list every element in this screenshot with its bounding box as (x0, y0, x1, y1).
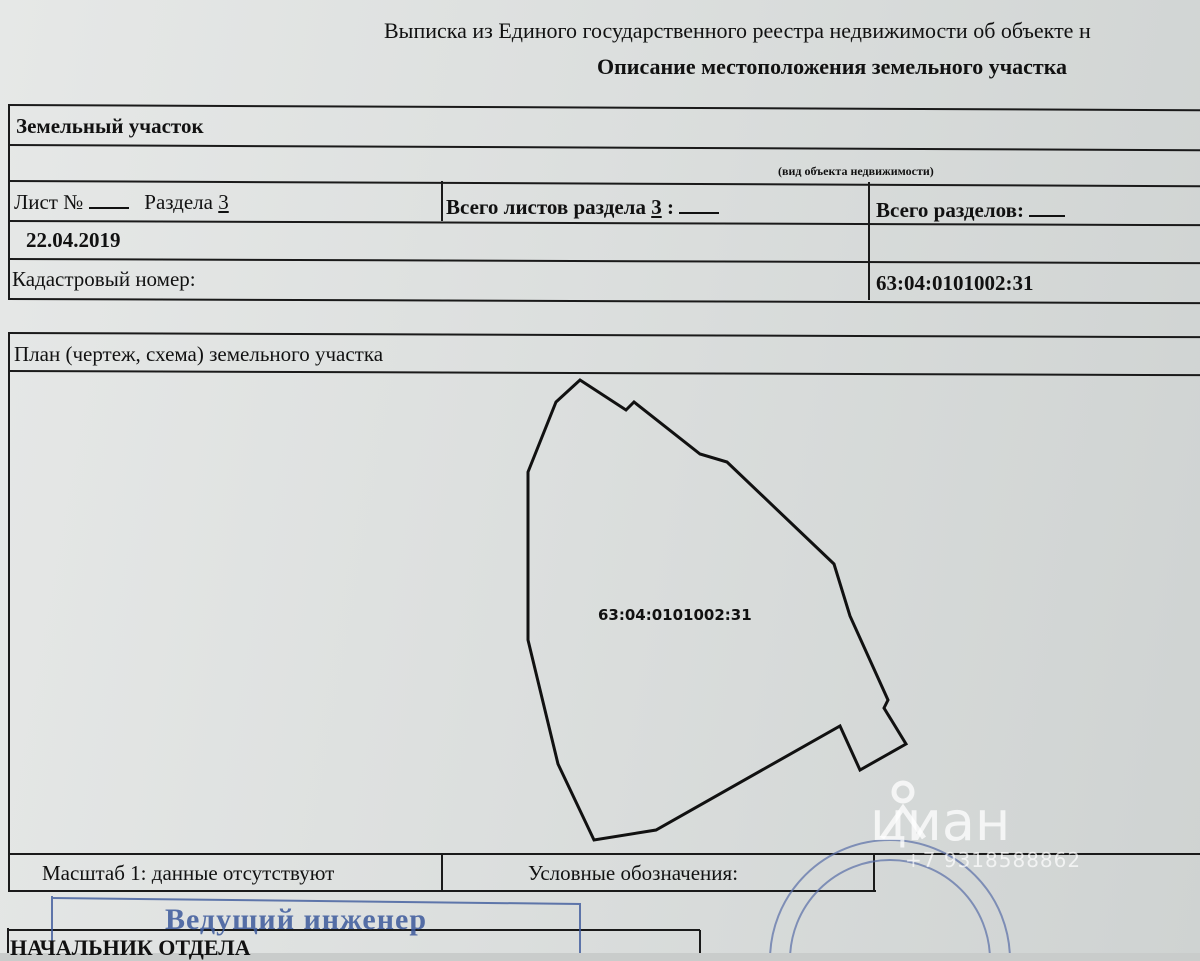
watermark-phone: +7 9318588862 (905, 848, 1082, 872)
object-type: Земельный участок (16, 114, 204, 138)
extract-date: 22.04.2019 (26, 228, 121, 252)
sheet-label: Лист № (14, 190, 84, 214)
section-label: Раздела (144, 190, 213, 214)
watermark-logo: циан (870, 790, 1011, 853)
total-sheets-label: Всего листов раздела (446, 195, 646, 219)
total-sheets-number: 3 (651, 195, 662, 219)
cadastral-label: Кадастровый номер: (12, 267, 196, 291)
total-sections-label: Всего разделов: (876, 198, 1024, 222)
plan-title: План (чертеж, схема) земельного участка (14, 342, 384, 366)
section-number: 3 (218, 190, 229, 214)
cadastral-number: 63:04:0101002:31 (876, 271, 1034, 295)
object-type-caption: (вид объекта недвижимости) (778, 164, 934, 178)
document-title: Выписка из Единого государственного реестра недвижимости об объекте н (384, 18, 1091, 43)
document-subtitle: Описание местоположения земельного участка (597, 54, 1068, 79)
department-head-text: НАЧАЛЬНИК ОТДЕЛА (10, 935, 251, 960)
stamp-position-text: Ведущий инженер (165, 903, 428, 936)
legend-label: Условные обозначения: (528, 861, 739, 885)
total-sheets-field: Всего листов раздела 3 : (446, 194, 719, 220)
scale-text: Масштаб 1: данные отсутствуют (42, 861, 335, 885)
parcel-label: 63:04:0101002:31 (598, 606, 752, 624)
